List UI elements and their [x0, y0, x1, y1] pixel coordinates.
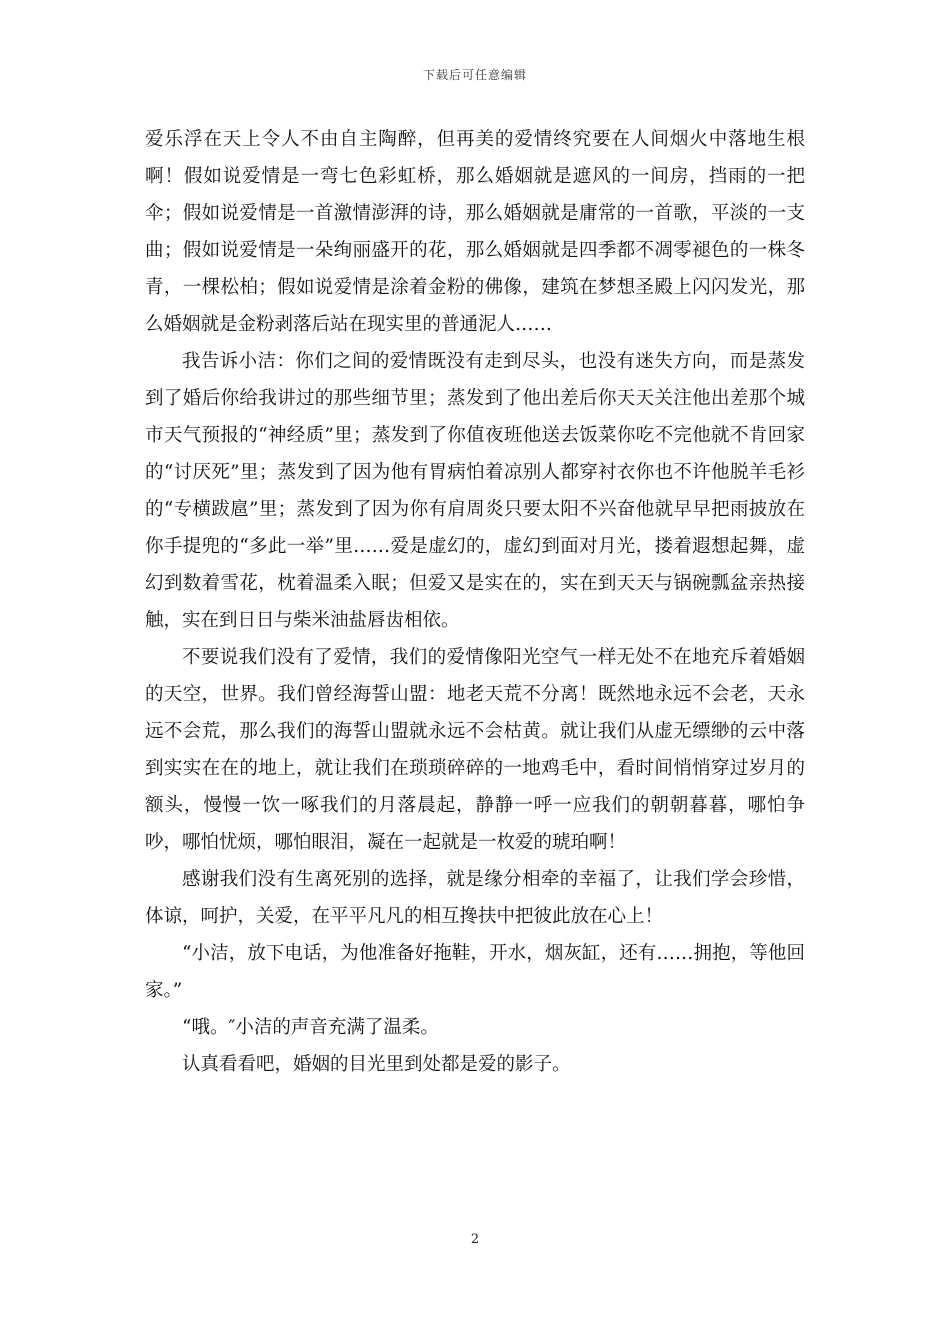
paragraph-4: 感谢我们没有生离死别的选择，就是缘分相牵的幸福了，让我们学会珍惜，体谅，呵护，关爱，在平平凡凡的相互搀扶中把彼此放在心上！ — [145, 869, 805, 927]
paragraph-7: 认真看看吧，婚姻的目光里到处都是爱的影子。 — [182, 1054, 571, 1075]
paragraph-3: 不要说我们没有了爱情，我们的爱情像阳光空气一样无处不在地充斥着婚姻的天空，世界。我们曾经海誓山盟：地老天荒不分离！既然地永远不会老，天永远不会荒，那么我们的海誓山盟就永远不会枯黄。就让我们从虚无缥缈的云中落到实实在在的地上，就让我们在琐琐碎碎的一地鸡毛中，看时间悄悄穿过岁月的额头，慢慢一饮一啄我们的月落晨起，静静一呼一应我们的朝朝暮暮，哪怕争吵，哪怕忧烦，哪怕眼泪，凝在一起就是一枚爱的琥珀啊！ — [145, 647, 805, 853]
paragraph-6: “哦。″小洁的声音充满了温柔。 — [182, 1017, 439, 1038]
document-body — [145, 121, 805, 1083]
paragraph-5: “小洁，放下电话，为他准备好拖鞋，开水，烟灰缸，还有……拥抱，等他回家。” — [145, 943, 805, 1001]
page-header-note: 下载后可任意编辑 — [422, 68, 527, 82]
page-number: 2 — [470, 1232, 480, 1247]
paragraph-2: 我告诉小洁：你们之间的爱情既没有走到尽头，也没有迷失方向，而是蒸发到了婚后你给我讲过的那些细节里；蒸发到了他出差后你天天关注他出差那个城市天气预报的“神经质”里；蒸发到了你值夜班他送去饭菜你吃不完他就不肯回家的“讨厌死”里；蒸发到了因为他有胃病怕着凉别人都穿衬衣你也不许他脱羊毛衫的“专横跋扈”里；蒸发到了因为你有肩周炎只要太阳不兴奋他就早早把雨披放在你手提兜的“多此一举”里……爱是虚幻的，虚幻到面对月光，搂着遐想起舞，虚幻到数着雪花，枕着温柔入眠；但爱又是实在的，实在到天天与锅碗瓢盆亲热接触，实在到日日与柴米油盐唇齿相依。 — [145, 351, 805, 631]
paragraph-1: 爱乐浮在天上令人不由自主陶醉，但再美的爱情终究要在人间烟火中落地生根啊！假如说爱情是一弯七色彩虹桥，那么婚姻就是遮风的一间房，挡雨的一把伞；假如说爱情是一首激情澎湃的诗，那么婚姻就是庸常的一首歌，平淡的一支曲；假如说爱情是一朵绚丽盛开的花，那么婚姻就是四季都不凋零褪色的一株冬青，一棵松柏；假如说爱情是涂着金粉的佛像，建筑在梦想圣殿上闪闪发光，那么婚姻就是金粉剥落后站在现实里的普通泥人…… — [145, 129, 805, 335]
